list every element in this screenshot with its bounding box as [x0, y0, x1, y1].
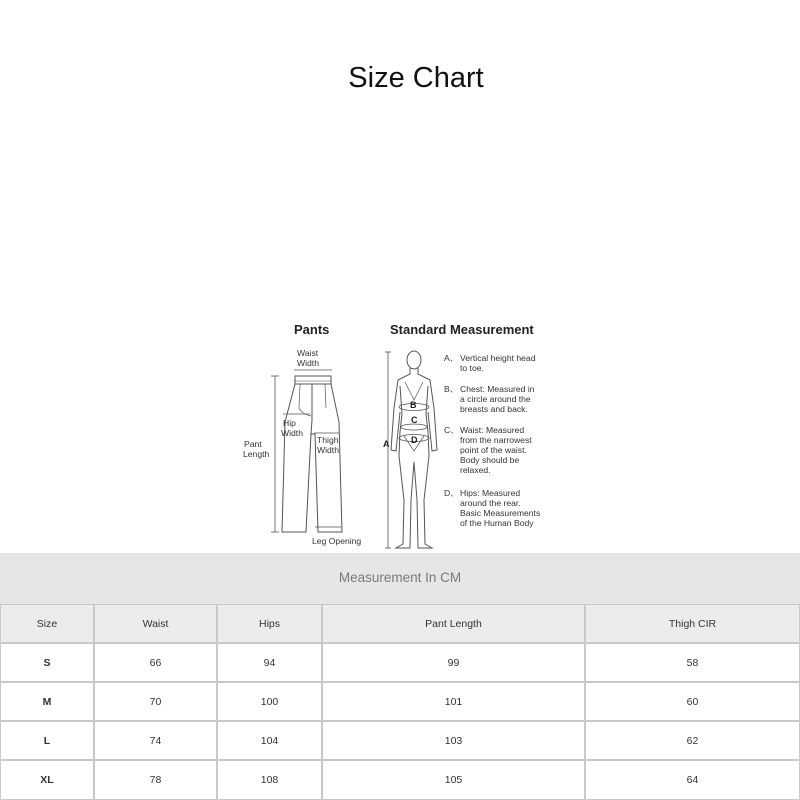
header-waist: Waist [94, 604, 217, 643]
standard-measurement-title: Standard Measurement [390, 322, 534, 337]
measurement-diagram [238, 316, 558, 552]
note-a-line-1: Vertical height head [460, 353, 536, 363]
header-size: Size [0, 604, 94, 643]
note-c-line-2: from the narrowest [460, 435, 532, 445]
measurement-notes [444, 353, 540, 528]
size-cell: L [0, 721, 94, 760]
note-b-key: B、 [444, 384, 459, 394]
size-cell: S [0, 643, 94, 682]
pant-length-cell: 101 [322, 682, 585, 721]
hips-cell: 104 [217, 721, 322, 760]
thigh-width-label-2: Width [317, 445, 339, 455]
waist-cell: 78 [94, 760, 217, 800]
note-c-line-3: point of the waist. [460, 445, 527, 455]
hip-width-label-2: Width [281, 428, 303, 438]
page-title: Size Chart [348, 62, 484, 94]
letter-a: A [383, 439, 390, 449]
waist-cell: 70 [94, 682, 217, 721]
pant-length-cell: 99 [322, 643, 585, 682]
letter-b: B [410, 400, 417, 410]
note-d-line-1: Hips: Measured [460, 488, 521, 498]
waist-cell: 74 [94, 721, 217, 760]
hips-cell: 94 [217, 643, 322, 682]
note-a-key: A、 [444, 353, 459, 363]
note-b-line-2: a circle around the [460, 394, 531, 404]
letter-d: D [411, 435, 418, 445]
thigh-cir-cell: 60 [585, 682, 800, 721]
leg-opening-label: Leg Opening [312, 536, 362, 546]
note-d-key: D、 [444, 488, 459, 498]
pants-diagram-title: Pants [294, 322, 330, 337]
waist-cell: 66 [94, 643, 217, 682]
thigh-cir-cell: 58 [585, 643, 800, 682]
note-d-line-3: Basic Measurements [460, 508, 541, 518]
size-cell: XL [0, 760, 94, 800]
header-thigh-cir: Thigh CIR [585, 604, 800, 643]
thigh-cir-cell: 62 [585, 721, 800, 760]
note-c-line-5: relaxed. [460, 465, 491, 475]
note-b-line-1: Chest: Measured in [460, 384, 535, 394]
pant-length-cell: 105 [322, 760, 585, 800]
header-pant-length: Pant Length [322, 604, 585, 643]
body-figure [385, 351, 437, 548]
waist-width-label: Waist [297, 348, 319, 358]
table-caption: Measurement In CM [0, 553, 800, 603]
note-a-line-2: to toe. [460, 363, 484, 373]
pant-length-label-2: Length [243, 449, 270, 459]
pant-length-label: Pant [244, 439, 262, 449]
pant-length-cell: 103 [322, 721, 585, 760]
note-d-line-4: of the Human Body [460, 518, 534, 528]
pants-measurement-labels [243, 348, 361, 546]
header-hips: Hips [217, 604, 322, 643]
note-c-key: C、 [444, 425, 459, 435]
waist-width-label-2: Width [297, 358, 319, 368]
hips-cell: 108 [217, 760, 322, 800]
note-c-line-4: Body should be [460, 455, 520, 465]
letter-c: C [411, 415, 418, 425]
measurement-table [0, 553, 800, 800]
note-d-line-2: around the rear. [460, 498, 521, 508]
size-cell: M [0, 682, 94, 721]
hips-cell: 100 [217, 682, 322, 721]
thigh-width-label: Thigh [317, 435, 339, 445]
note-c-line-1: Waist: Measured [460, 425, 525, 435]
thigh-cir-cell: 64 [585, 760, 800, 800]
hip-width-label: Hip [283, 418, 296, 428]
note-b-line-3: breasts and back. [460, 404, 528, 414]
